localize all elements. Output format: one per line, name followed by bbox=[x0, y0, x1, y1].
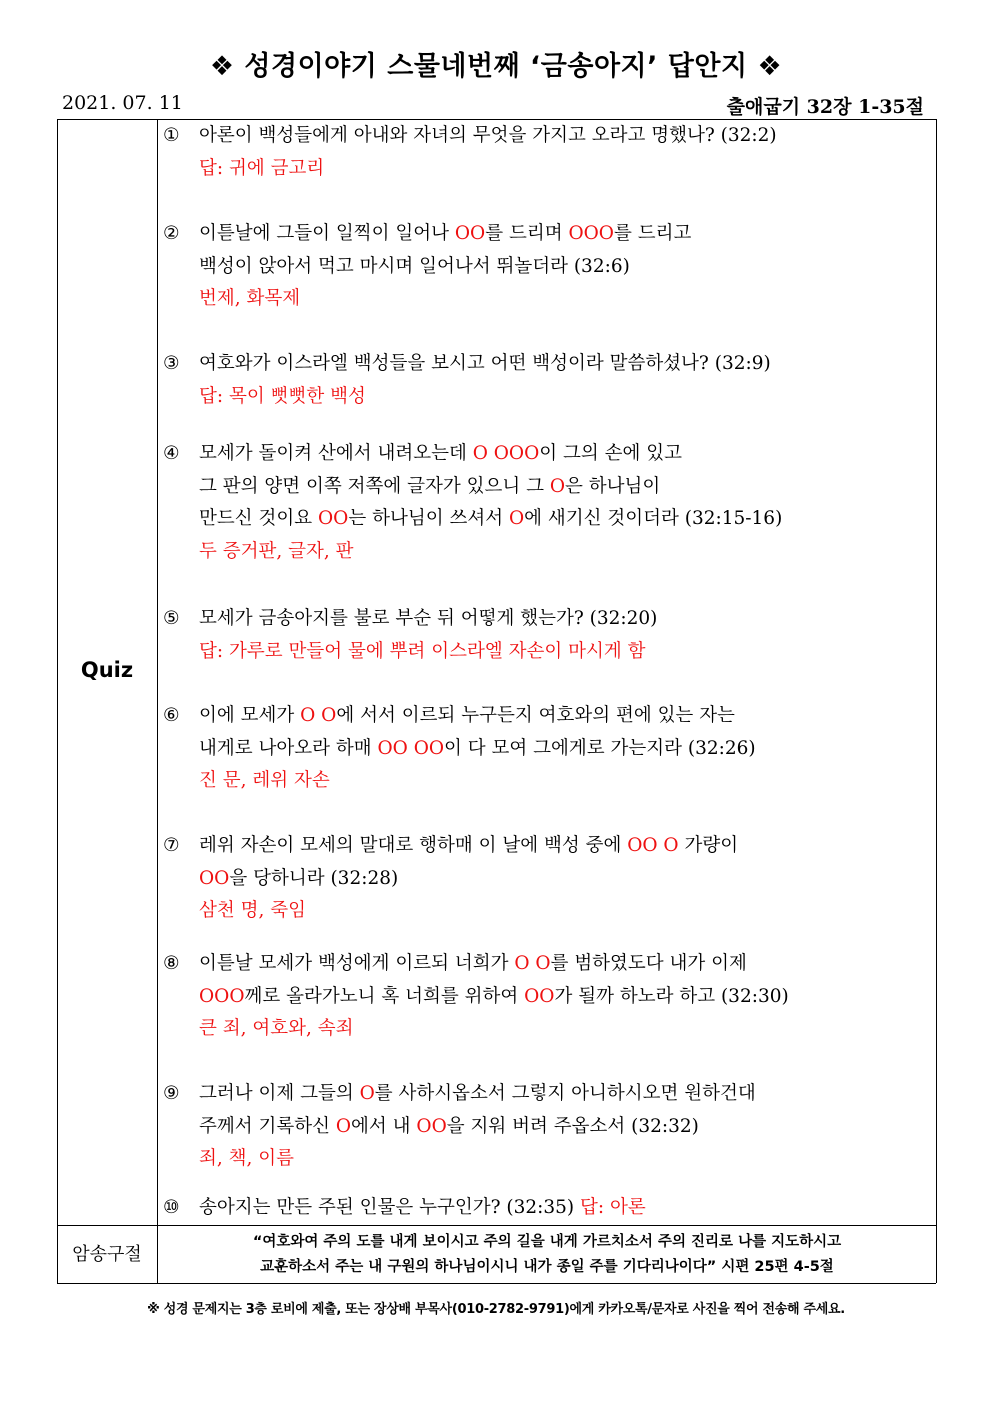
quiz-question bbox=[163, 603, 933, 668]
question-line bbox=[163, 830, 933, 863]
quiz-question bbox=[163, 348, 933, 413]
question-text: 가량이 bbox=[678, 835, 739, 856]
answer-text: 답: 목이 뻣뻣한 백성 bbox=[199, 385, 366, 407]
question-text: 백성이 앉아서 먹고 마시며 일어나서 뛰놀더라 (32:6) bbox=[199, 255, 630, 277]
question-line bbox=[163, 471, 933, 504]
blank-or-answer-text: OO OO bbox=[377, 737, 445, 759]
table-bottom-border bbox=[57, 1283, 936, 1284]
quiz-question bbox=[163, 1078, 933, 1176]
table-left-border bbox=[57, 119, 58, 1283]
question-text: 이 다 모여 그에게로 가는지라 (32:26) bbox=[444, 737, 756, 759]
quiz-label: Quiz bbox=[80, 658, 134, 682]
quiz-question bbox=[163, 120, 933, 185]
question-text: 에 새기신 것이더라 (32:15-16) bbox=[524, 508, 783, 529]
quiz-question bbox=[163, 438, 933, 568]
blank-or-answer-text: OO bbox=[416, 1115, 447, 1137]
answer-text: 번제, 화목제 bbox=[199, 288, 301, 309]
question-text: 그 판의 양면 이쪽 저쪽에 글자가 있으니 그 bbox=[199, 475, 550, 497]
blank-or-answer-text: OOO bbox=[568, 223, 614, 244]
question-text: 이에 모세가 bbox=[199, 705, 301, 726]
blank-or-answer-text: OO bbox=[199, 867, 230, 889]
question-text: 이튿날에 그들이 일찍이 일어나 bbox=[199, 223, 455, 244]
question-text: 가 될까 하노라 하고 (32:30) bbox=[554, 985, 789, 1007]
answer-text: 두 증거판, 글자, 판 bbox=[199, 540, 354, 562]
memory-verse-label: 암송구절 bbox=[72, 1244, 142, 1265]
question-text: 여호와가 이스라엘 백성들을 보시고 어떤 백성이라 말씀하셨나? (32:9) bbox=[199, 353, 771, 374]
question-number: ⑨ bbox=[163, 1083, 180, 1104]
question-line bbox=[163, 218, 933, 251]
page-title: ❖ 성경이야기 스물네번째 ‘금송아지’ 답안지 ❖ bbox=[209, 51, 783, 82]
quiz-question bbox=[163, 948, 933, 1046]
question-text: 레위 자손이 모세의 말대로 행하매 이 날에 백성 중에 bbox=[199, 835, 628, 856]
blank-or-answer-text: 답: 아론 bbox=[580, 1197, 646, 1218]
memory-verse-line: “여호와여 주의 도를 내게 보이시고 주의 길을 내게 가르치소서 주의 진리로 나를 지도하시고 bbox=[252, 1234, 842, 1250]
question-text: 를 드리고 bbox=[613, 223, 692, 244]
question-number: ⑧ bbox=[163, 953, 180, 974]
blank-or-answer-text: O bbox=[508, 508, 525, 529]
memory-verse bbox=[160, 1230, 934, 1280]
answer-text: 답: 귀에 금고리 bbox=[199, 157, 325, 179]
question-text: 이 그의 손에 있고 bbox=[539, 443, 683, 464]
question-line bbox=[163, 503, 933, 536]
question-text: 을 지워 버려 주옵소서 (32:32) bbox=[446, 1115, 699, 1137]
question-text: 만드신 것이요 bbox=[199, 508, 318, 529]
question-line bbox=[163, 438, 933, 471]
question-text: 아론이 백성들에게 아내와 자녀의 무엇을 가지고 오라고 명했나? (32:2) bbox=[199, 125, 777, 146]
question-text: 그러나 이제 그들의 bbox=[199, 1083, 360, 1104]
answer-text: 큰 죄, 여호와, 속죄 bbox=[199, 1018, 354, 1039]
blank-or-answer-text: OO bbox=[454, 223, 486, 244]
question-text: 내게로 나아오라 하매 bbox=[199, 737, 378, 759]
question-number: ④ bbox=[163, 443, 180, 464]
question-line bbox=[163, 948, 933, 981]
question-line bbox=[163, 700, 933, 733]
answer-text: 삼천 명, 죽임 bbox=[199, 900, 306, 921]
question-number: ⑦ bbox=[163, 835, 180, 856]
question-line bbox=[163, 1192, 933, 1225]
question-text: 을 당하니라 (32:28) bbox=[229, 867, 399, 889]
question-text: 에서 내 bbox=[351, 1115, 417, 1137]
question-number: ③ bbox=[163, 353, 180, 374]
footnote: ※ 성경 문제지는 3층 로비에 제출, 또는 장상배 부목사(010-2782-9791)에게 카카오톡/문자로 사진을 찍어 전송해 주세요. bbox=[147, 1302, 845, 1317]
answer-text: 죄, 책, 이름 bbox=[199, 1148, 295, 1169]
question-line bbox=[163, 1078, 933, 1111]
question-text: 를 범하였도다 내가 이제 bbox=[550, 953, 747, 974]
question-line bbox=[163, 251, 933, 284]
quiz-question bbox=[163, 1192, 933, 1225]
blank-or-answer-text: O bbox=[549, 475, 566, 497]
memory-verse-line: 교훈하소서 주는 내 구원의 하나님이시니 내가 종일 주를 기다리나이다” 시편 25편 4-5절 bbox=[260, 1259, 834, 1275]
question-line bbox=[163, 603, 933, 636]
question-text: 를 사하시옵소서 그렇지 아니하시오면 원하건대 bbox=[374, 1083, 756, 1104]
question-number: ⑤ bbox=[163, 608, 180, 629]
blank-or-answer-text: O bbox=[335, 1115, 352, 1137]
blank-or-answer-text: OOO bbox=[199, 985, 245, 1007]
question-number: ① bbox=[163, 125, 180, 146]
question-line bbox=[163, 348, 933, 381]
blank-or-answer-text: O O bbox=[300, 705, 337, 726]
question-text: 모세가 금송아지를 불로 부순 뒤 어떻게 했는가? (32:20) bbox=[199, 608, 658, 629]
question-line bbox=[163, 733, 933, 766]
question-text: 송아지는 만든 주된 인물은 누구인가? (32:35) bbox=[199, 1197, 581, 1218]
question-text: 는 하나님이 쓰셔서 bbox=[348, 508, 509, 529]
bible-reference: 출애굽기 32장 1-35절 bbox=[726, 96, 924, 118]
blank-or-answer-text: O bbox=[359, 1083, 375, 1104]
question-line bbox=[163, 981, 933, 1014]
blank-or-answer-text: OO bbox=[318, 508, 349, 529]
answer-text: 답: 가루로 만들어 물에 뿌려 이스라엘 자손이 마시게 함 bbox=[199, 640, 646, 662]
question-line bbox=[163, 120, 933, 153]
quiz-question bbox=[163, 218, 933, 316]
question-text: 에 서서 이르되 누구든지 여호와의 편에 있는 자는 bbox=[336, 705, 735, 726]
quiz-question bbox=[163, 700, 933, 798]
question-text: 모세가 돌이켜 산에서 내려오는데 bbox=[199, 443, 473, 464]
blank-or-answer-text: OO bbox=[524, 985, 555, 1007]
answer-text: 진 문, 레위 자손 bbox=[199, 770, 330, 791]
question-number: ⑩ bbox=[163, 1197, 180, 1218]
blank-or-answer-text: OO O bbox=[627, 835, 679, 856]
question-text: 께로 올라가노니 혹 너희를 위하여 bbox=[244, 985, 525, 1007]
quiz-question bbox=[163, 830, 933, 928]
question-line bbox=[163, 863, 933, 896]
question-number: ② bbox=[163, 223, 180, 244]
question-line bbox=[163, 1111, 933, 1144]
question-text: 이튿날 모세가 백성에게 이르되 너희가 bbox=[199, 953, 515, 974]
table-divider bbox=[57, 1225, 936, 1226]
blank-or-answer-text: O O bbox=[514, 953, 551, 974]
question-number: ⑥ bbox=[163, 705, 180, 726]
question-text: 를 드리며 bbox=[485, 223, 569, 244]
question-text: 주께서 기록하신 bbox=[199, 1115, 336, 1137]
table-column-divider bbox=[157, 119, 158, 1283]
date: 2021. 07. 11 bbox=[62, 92, 183, 114]
table-right-border bbox=[936, 119, 937, 1283]
blank-or-answer-text: O OOO bbox=[472, 443, 540, 464]
question-text: 은 하나님이 bbox=[565, 475, 661, 497]
